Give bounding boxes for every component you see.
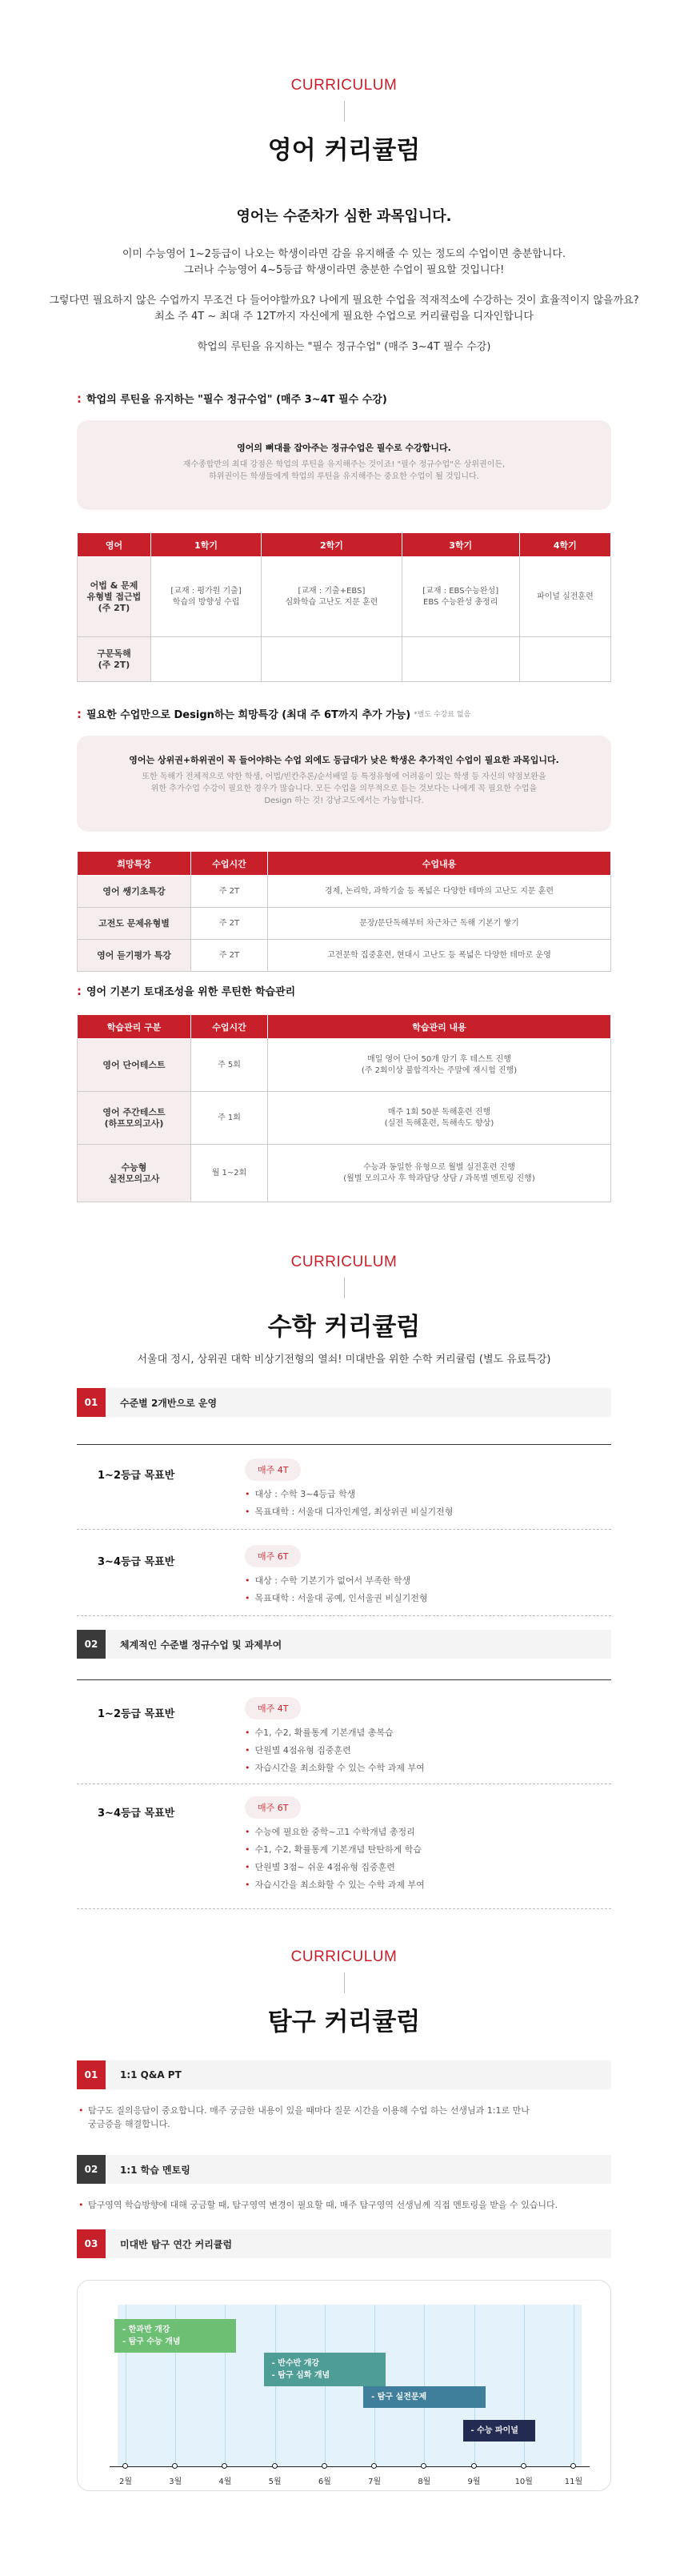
table-row bbox=[78, 1092, 611, 1145]
timeline-phase-bar bbox=[463, 2420, 535, 2442]
english-section-3 bbox=[77, 983, 611, 1202]
timeline-tick bbox=[521, 2463, 526, 2469]
inquiry-block-label: 1:1 Q&A PT bbox=[120, 2069, 182, 2080]
inquiry-blocks bbox=[77, 2060, 611, 2258]
inquiry-block-02-bar bbox=[77, 2155, 611, 2184]
math-block-label: 체계적인 수준별 정규수업 및 과제부여 bbox=[120, 1639, 282, 1651]
inquiry-block-text: • 탐구도 질의응답이 중요합니다. 매주 궁금한 내용이 있을 때마다 질문 시간을 이용해 수업 하는 선생님과 1:1로 만나 궁금증을 해결합니다. bbox=[77, 2104, 611, 2131]
english-section-2-heading bbox=[77, 706, 611, 721]
notebox-title: 영어의 뼈대를 잡아주는 정규수업은 필수로 수강합니다. bbox=[237, 443, 451, 453]
inquiry-block-01-bar bbox=[77, 2060, 611, 2089]
english-section-1-heading bbox=[77, 391, 611, 406]
inquiry-block-number: 01 bbox=[77, 2060, 106, 2089]
math-title: 수학 커리큘럼 bbox=[267, 1313, 421, 1342]
divider-line bbox=[77, 1529, 611, 1530]
english-intro-line-2: 그러나 수능영어 4~5등급 학생이라면 충분한 수업이 필요할 것입니다! bbox=[183, 264, 505, 276]
timeline-month-label: 2월 bbox=[118, 2478, 133, 2486]
table-header: 수업내용 bbox=[268, 852, 611, 876]
table-row-head: 고전도 문제유형별 bbox=[78, 908, 191, 940]
english-section-3-heading bbox=[77, 983, 611, 998]
table-header: 1학기 bbox=[151, 533, 262, 557]
timeline-phase-bar bbox=[264, 2353, 386, 2386]
inquiry-block-03-bar bbox=[77, 2229, 611, 2258]
math-goal-items bbox=[245, 1486, 453, 1521]
english-intro-line-1: 이미 수능영어 1~2등급이 나오는 학생이라면 감을 유지해줄 수 있는 정도의 수업이면 충분합니다. bbox=[122, 248, 566, 260]
table-cell bbox=[402, 637, 519, 682]
timeline-phase-label: - 탐구 수능 개념 bbox=[122, 2337, 181, 2346]
inquiry-timeline-chart bbox=[77, 2280, 611, 2491]
table-cell: 매주 1회 50분 독해훈련 진행 (실전 독해훈련, 독해속도 향상) bbox=[268, 1092, 611, 1145]
timeline-gridline bbox=[524, 2305, 525, 2466]
timeline-tick bbox=[570, 2463, 576, 2469]
table-cell: 파이널 실전훈련 bbox=[519, 557, 610, 637]
english-title: 영어 커리큘럼 bbox=[267, 136, 421, 165]
list-item: • 목표대학 : 서울대 공예, 인서울권 비실기전형 bbox=[245, 1590, 427, 1607]
english-section-2-heading-text: 필요한 수업만으로 Design하는 희망특강 (최대 주 6T까지 추가 가능) bbox=[86, 709, 411, 721]
notebox-title: 영어는 상위권+하위권이 꼭 들어야하는 수업 외에도 등급대가 낮은 학생은 추가적인 수업이 필요한 과목입니다. bbox=[129, 755, 559, 765]
timeline-tick bbox=[322, 2463, 327, 2469]
math-header bbox=[0, 1254, 688, 1366]
inquiry-block-number: 03 bbox=[77, 2229, 106, 2258]
english-regular-table bbox=[77, 532, 611, 682]
notebox-line: 위한 추가수업 수강이 필요한 경우가 많습니다. 모든 수업을 의무적으로 듣는 것보다는 나에게 꼭 필요한 수업을 bbox=[150, 784, 538, 793]
english-question-line-2: 최소 주 4T ~ 최대 주 12T까지 자신에게 필요한 수업으로 커리큘럼을 디자인합니다 bbox=[154, 311, 534, 323]
timeline-axis bbox=[110, 2466, 590, 2467]
notebox-line: Design 하는 것! 강남고도에서는 가능합니다. bbox=[264, 796, 424, 805]
timeline-tick bbox=[222, 2463, 227, 2469]
timeline-phase-bar bbox=[363, 2386, 485, 2408]
table-row-head: 어법 & 문제 유형별 접근법 (주 2T) bbox=[78, 557, 151, 637]
bullet-icon: : bbox=[77, 391, 82, 406]
timeline-month-label: 4월 bbox=[218, 2478, 232, 2486]
math-goal-pill: 매주 6T bbox=[245, 1796, 301, 1819]
table-cell: 주 2T bbox=[191, 908, 268, 940]
list-item: • 대상 : 수학 기본기가 없어서 부족한 학생 bbox=[245, 1572, 427, 1590]
timeline-month-label: 6월 bbox=[318, 2478, 331, 2486]
math-curriculum-label: CURRICULUM bbox=[290, 1254, 398, 1270]
list-item: • 자습시간을 최소화할 수 있는 수학 과제 부여 bbox=[245, 1759, 425, 1777]
english-section-3-heading-text: 영어 기본기 토대조성을 위한 루틴한 학습관리 bbox=[86, 986, 296, 998]
list-item: • 수능에 필요한 중학~고1 수학개념 총정리 bbox=[245, 1824, 425, 1841]
bullet-icon: : bbox=[77, 983, 82, 998]
math-goal-name: 1~2등급 목표반 bbox=[98, 1708, 175, 1720]
inquiry-block-label: 1:1 학습 멘토링 bbox=[120, 2164, 190, 2176]
notebox-line: 또한 독해가 전체적으로 약한 학생, 어법/빈칸추론/순서배열 등 특정유형에 어려움이 있는 학생 등 자신의 약점보완을 bbox=[142, 772, 546, 781]
table-row bbox=[78, 557, 611, 637]
divider-line bbox=[77, 1679, 611, 1680]
math-goal-items bbox=[245, 1724, 425, 1777]
english-headline: 영어는 수준차가 심한 과목입니다. bbox=[236, 208, 452, 225]
english-section-1 bbox=[77, 391, 611, 682]
divider-line bbox=[77, 1908, 611, 1909]
timeline-month-label: 10월 bbox=[514, 2478, 533, 2486]
timeline-phase-label: - 탐구 실전문제 bbox=[371, 2393, 427, 2401]
table-cell: [교재 : 기출+EBS] 심화학습 고난도 지문 훈련 bbox=[262, 557, 402, 637]
table-row bbox=[78, 940, 611, 972]
english-routine-line: 학업의 루틴을 유지하는 "필수 정규수업" (매주 3~4T 필수 수강) bbox=[197, 341, 491, 353]
table-row bbox=[78, 876, 611, 908]
english-section-1-heading-text: 학업의 루틴을 유지하는 "필수 정규수업" (매주 3~4T 필수 수강) bbox=[86, 394, 387, 406]
timeline-gridline bbox=[424, 2305, 425, 2466]
timeline-gridline bbox=[474, 2305, 475, 2466]
math-goal-name: 3~4등급 목표반 bbox=[98, 1556, 175, 1568]
list-item: • 수1, 수2, 확률통계 기본개념 탄탄하게 학습 bbox=[245, 1841, 425, 1859]
english-curriculum-label: CURRICULUM bbox=[290, 77, 398, 94]
english-section-2-heading-note: *별도 수강료 없음 bbox=[414, 711, 471, 719]
timeline-phase-label: - 수능 파이널 bbox=[470, 2426, 518, 2435]
timeline-phase-label: - 한과반 개강 bbox=[122, 2325, 170, 2334]
notebox-line: 재수종합반의 최대 강점은 학업의 루틴을 유지해주는 것이죠! "필수 정규수업"은 상위권이든, bbox=[182, 460, 506, 469]
math-goal-pill: 매주 4T bbox=[245, 1697, 301, 1719]
table-cell: 경제, 논리학, 과학기술 등 폭넓은 다양한 테마의 고난도 지문 훈련 bbox=[268, 876, 611, 908]
table-row bbox=[78, 1145, 611, 1202]
list-item: • 단원별 3점~ 쉬운 4점유형 집중훈련 bbox=[245, 1859, 425, 1876]
inquiry-block-number: 02 bbox=[77, 2155, 106, 2184]
math-block-label: 수준별 2개반으로 운영 bbox=[120, 1397, 218, 1409]
table-cell: 주 2T bbox=[191, 876, 268, 908]
inquiry-block-text: • 탐구영역 학습방향에 대해 궁금할 때, 탐구영역 변경이 필요할 때, 매주 탐구영역 선생님께 직접 멘토링을 받을 수 있습니다. bbox=[77, 2198, 611, 2212]
english-section-1-notebox bbox=[77, 420, 611, 510]
table-row-head: 영어 듣기평가 특강 bbox=[78, 940, 191, 972]
timeline-phase-bar bbox=[114, 2319, 236, 2353]
english-special-table bbox=[77, 851, 611, 972]
divider-line bbox=[77, 1444, 611, 1445]
math-blocks bbox=[77, 1388, 611, 1890]
inquiry-curriculum-label: CURRICULUM bbox=[290, 1948, 398, 1965]
table-header: 4학기 bbox=[519, 533, 610, 557]
table-row bbox=[78, 637, 611, 682]
english-header bbox=[0, 77, 688, 166]
list-item: • 수1, 수2, 확률통계 기본개념 총복습 bbox=[245, 1724, 425, 1742]
inquiry-block-label: 미대반 탐구 연간 커리큘럼 bbox=[120, 2238, 233, 2250]
table-header: 학습관리 구분 bbox=[78, 1015, 191, 1039]
list-item: • 목표대학 : 서울대 디자인계열, 최상위권 비실기전형 bbox=[245, 1503, 453, 1521]
table-header: 학습관리 내용 bbox=[268, 1015, 611, 1039]
math-block-02-bar bbox=[77, 1630, 611, 1659]
table-header: 수업시간 bbox=[191, 852, 268, 876]
math-goal-pill: 매주 6T bbox=[245, 1545, 301, 1567]
timeline-tick bbox=[272, 2463, 278, 2469]
timeline-month-label: 3월 bbox=[169, 2478, 182, 2486]
table-cell: 주 2T bbox=[191, 940, 268, 972]
timeline-phase-label: - 탐구 심화 개념 bbox=[271, 2371, 330, 2380]
table-header: 3학기 bbox=[402, 533, 519, 557]
math-subtitle: 서울대 정시, 상위권 대학 비상기전형의 열쇠! 미대반을 위한 수학 커리큘럼 (별도 유료특강) bbox=[137, 1354, 551, 1366]
timeline-month-label: 5월 bbox=[268, 2478, 282, 2486]
timeline-tick bbox=[172, 2463, 178, 2469]
timeline-tick bbox=[371, 2463, 377, 2469]
list-item: • 자습시간을 최소화할 수 있는 수학 과제 부여 bbox=[245, 1876, 425, 1894]
bullet-icon: : bbox=[77, 706, 82, 721]
table-cell: 월 1~2회 bbox=[191, 1145, 268, 1202]
table-cell: 주 5회 bbox=[191, 1039, 268, 1092]
notebox-line: 하위권이든 학생들에게 학업의 루틴을 유지해주는 중요한 수업이 될 것입니다. bbox=[209, 472, 479, 481]
table-header: 희망특강 bbox=[78, 852, 191, 876]
table-cell bbox=[519, 637, 610, 682]
timeline-tick bbox=[471, 2463, 477, 2469]
table-row-head: 구문독해 (주 2T) bbox=[78, 637, 151, 682]
table-header: 수업시간 bbox=[191, 1015, 268, 1039]
timeline-phase-label: - 반수반 개강 bbox=[271, 2359, 320, 2368]
table-cell: [교재 : 평가원 기출] 학습의 방향성 수립 bbox=[151, 557, 262, 637]
divider-line bbox=[344, 1972, 345, 1993]
timeline-month-label: 11월 bbox=[564, 2478, 583, 2486]
english-management-table bbox=[77, 1014, 611, 1202]
math-block-number: 02 bbox=[77, 1630, 106, 1659]
timeline-month-label: 7월 bbox=[368, 2478, 382, 2486]
math-goal-name: 3~4등급 목표반 bbox=[98, 1808, 175, 1820]
timeline-tick bbox=[421, 2463, 426, 2469]
list-item: • 단원별 4점유형 집중훈련 bbox=[245, 1742, 425, 1759]
divider-line bbox=[344, 1278, 345, 1298]
timeline-month-label: 8월 bbox=[418, 2478, 431, 2486]
table-cell bbox=[151, 637, 262, 682]
english-section-2 bbox=[77, 706, 611, 972]
table-row bbox=[78, 1039, 611, 1092]
table-header: 영어 bbox=[78, 533, 151, 557]
math-goal-pill: 매주 4T bbox=[245, 1459, 301, 1481]
divider-line bbox=[344, 101, 345, 122]
divider-line bbox=[77, 1615, 611, 1616]
table-cell: [교재 : EBS수능완성] EBS 수능완성 총정리 bbox=[402, 557, 519, 637]
english-section-2-notebox bbox=[77, 736, 611, 832]
math-block-number: 01 bbox=[77, 1388, 106, 1417]
math-goal-items bbox=[245, 1572, 427, 1607]
table-row-head: 영어 쌩기초특강 bbox=[78, 876, 191, 908]
math-goal-name: 1~2등급 목표반 bbox=[98, 1470, 175, 1482]
inquiry-title: 탐구 커리큘럼 bbox=[267, 2008, 421, 2036]
table-cell: 문장/문단독해부터 차근차근 독해 기본기 쌓기 bbox=[268, 908, 611, 940]
english-question-line-1: 그렇다면 필요하지 않은 수업까지 무조건 다 들어야할까요? 나에게 필요한 수업을 적재적소에 수강하는 것이 효율적이지 않을까요? bbox=[49, 295, 639, 307]
table-cell: 주 1회 bbox=[191, 1092, 268, 1145]
table-row-head: 영어 단어테스트 bbox=[78, 1039, 191, 1092]
table-row-head: 수능형 실전모의고사 bbox=[78, 1145, 191, 1202]
table-row-head: 영어 주간테스트 (하프모의고사) bbox=[78, 1092, 191, 1145]
table-cell: 수능과 동일한 유형으로 월별 실전훈련 진행 (월별 모의고사 후 학과담당 상담 / 과목별 멘토링 진행) bbox=[268, 1145, 611, 1202]
math-goal-items bbox=[245, 1824, 425, 1894]
inquiry-header bbox=[0, 1948, 688, 2037]
timeline-month-label: 9월 bbox=[467, 2478, 481, 2486]
timeline-tick bbox=[122, 2463, 128, 2469]
table-header: 2학기 bbox=[262, 533, 402, 557]
table-cell: 매일 영어 단어 50개 암기 후 테스트 진행 (주 2회이상 불합격자는 주말에 재시험 진행) bbox=[268, 1039, 611, 1092]
list-item: • 대상 : 수학 3~4등급 학생 bbox=[245, 1486, 453, 1503]
math-block-01-bar bbox=[77, 1388, 611, 1417]
english-intro bbox=[0, 205, 688, 355]
table-cell bbox=[262, 637, 402, 682]
table-row bbox=[78, 908, 611, 940]
table-cell: 고전문학 집중훈련, 현대시 고난도 등 폭넓은 다양한 테마로 운영 bbox=[268, 940, 611, 972]
